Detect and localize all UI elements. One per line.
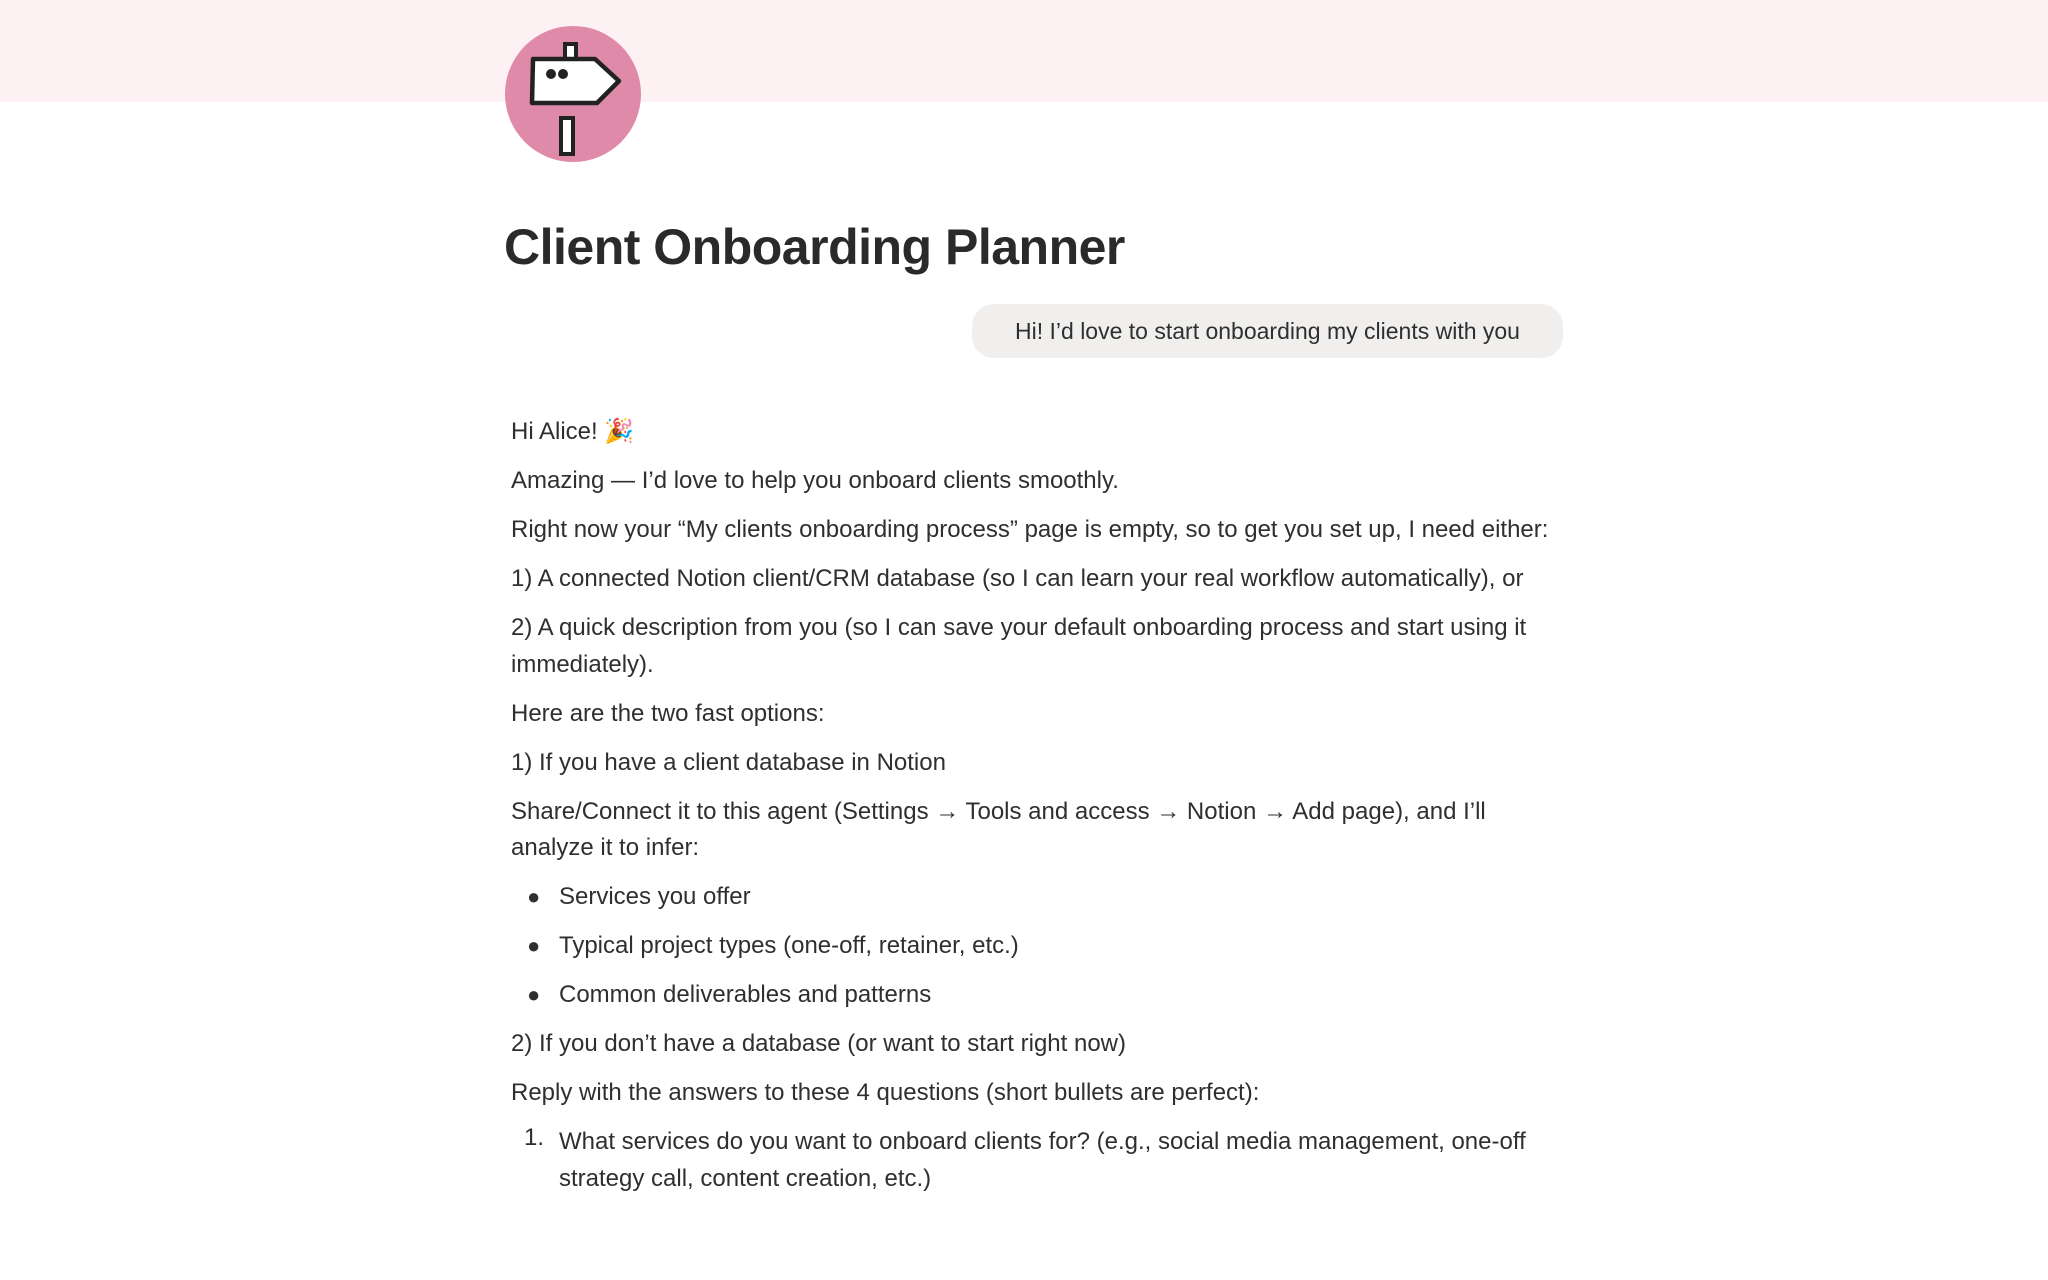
user-message-bubble: Hi! I’d love to start onboarding my clients with you [972, 304, 1563, 358]
list-item [511, 977, 1561, 1014]
bullet-icon: ● [527, 982, 541, 1007]
list-item [511, 1124, 1561, 1197]
page-cover-banner [0, 0, 2048, 102]
list-item-text: Typical project types (one-off, retainer, etc.) [559, 932, 1019, 959]
option2-text: Reply with the answers to these 4 questions (short bullets are perfect): [511, 1079, 1260, 1106]
list-item [511, 928, 1561, 965]
list-item-text: Services you offer [559, 883, 751, 910]
list-item-text: Common deliverables and patterns [559, 981, 932, 1008]
option2-heading: 2) If you don’t have a database (or want to start right now) [511, 1030, 1126, 1057]
list-number: 1. [524, 1124, 545, 1151]
page-title: Client Onboarding Planner [504, 219, 1125, 275]
numbered-list [511, 1124, 1561, 1197]
option1-heading: 1) If you have a client database in Notion [511, 748, 946, 776]
reply-paragraph: Right now your “My clients onboarding process” page is empty, so to get you set up, I need either: [511, 516, 1549, 543]
option1-text: Share/Connect it to this agent (Settings → Tools and access → Notion → Add page), and I’ll analyze it to infer: [511, 797, 1486, 861]
reply-paragraph: 2) A quick description from you (so I can save your default onboarding process and start using it immediately). [511, 614, 1527, 678]
bullet-icon: ● [527, 884, 541, 909]
greeting: Hi Alice! 🎉 [511, 418, 635, 445]
reply-paragraph: Here are the two fast options: [511, 699, 825, 727]
list-item [511, 879, 1561, 916]
bullet-icon: ● [527, 933, 541, 958]
list-item-text: What services do you want to onboard clients for? (e.g., social media management, one-off strategy call, content creation, etc.) [559, 1128, 1526, 1192]
signpost-icon[interactable] [505, 26, 641, 162]
reply-paragraph: 1) A connected Notion client/CRM database (so I can learn your real workflow automatically), or [511, 565, 1524, 592]
bullet-list [511, 879, 1561, 1014]
agent-reply [511, 414, 1561, 1210]
reply-paragraph: Amazing — I’d love to help you onboard clients smoothly. [511, 467, 1119, 494]
